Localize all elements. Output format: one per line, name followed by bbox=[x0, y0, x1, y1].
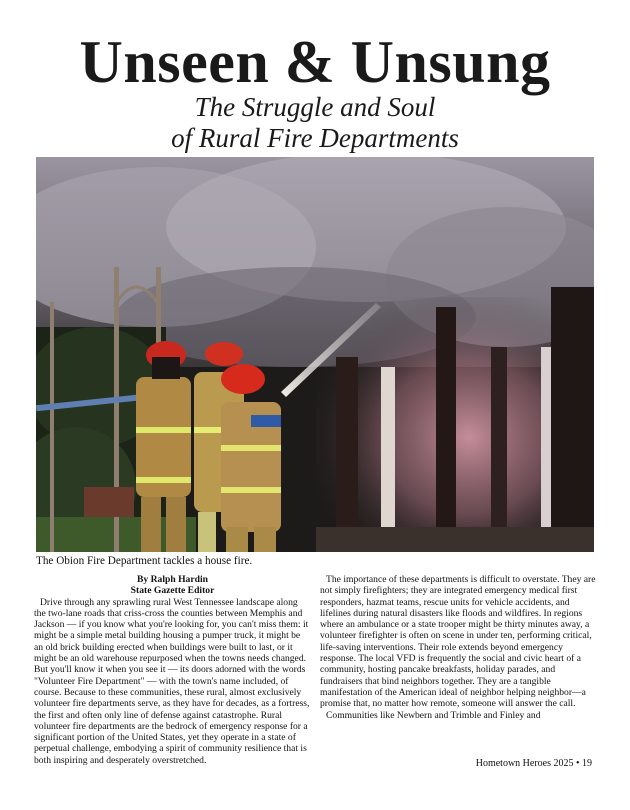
byline-name: By Ralph Hardin bbox=[137, 574, 208, 585]
paragraph-2: The importance of these departments is difficult to overstate. They are not simply firefighters; they are integrated emergency medical first responders, hazmat teams, rescue units for vehicle accidents, and lifelines during natural disasters like floods and wildfires. In regions where an ambulance or a state trooper might be thirty minutes away, a volunteer firefighter is often on scene in under ten, performing critical, life-saving interventions. Their role extends beyond emergency response. The local VFD is frequently the social and civic heart of a community, hosting pancake breakfasts, holiday parades, and fundraisers that bind neighbors together. They are a tangible manifestation of the American ideal of neighbor helping neighbor—a promise that, no matter how remote, someone will answer the call. bbox=[320, 574, 596, 710]
page-footer: Hometown Heroes 2025 • 19 bbox=[475, 758, 592, 769]
paragraph-3: Communities like Newbern and Trimble and Finley and bbox=[326, 709, 541, 721]
subtitle-line-1: The Struggle and Soul bbox=[194, 92, 436, 122]
article-title: Unseen & Unsung bbox=[79, 29, 551, 95]
photo-caption: The Obion Fire Department tackles a house fire. bbox=[36, 555, 253, 567]
subtitle-line-2: of Rural Fire Departments bbox=[171, 123, 459, 153]
article-column-right bbox=[320, 574, 597, 721]
paragraph-1: Drive through any sprawling rural West Tennessee landscape along the two-lane roads that criss-cross the counties between Memphis and Jackson — if you know what you're looking for, you can't miss them: it might be a simple metal building housing a pumper truck, it might be an old brick building erected when buildings were built to last, or it might be an old warehouse repurposed when the towns needs changed. But you'll know it when you see it — its doors adorned with the words "Volunteer Fire Department" — with the town's name included, of course. Because to these communities, these rural, almost exclusively volunteer fire departments serve, as they have for decades, as a fortress, the first and often only line of defense against catastrophe. Rural volunteer fire departments are the bedrock of emergency response for a significant portion of the United States, yet they operate in a state of perpetual challenge, embodying a spirit of community resilience that is both inspiring and desperately overstretched. bbox=[34, 596, 310, 766]
article-column-left bbox=[34, 574, 311, 766]
byline-title: State Gazette Editor bbox=[130, 585, 215, 597]
article-subtitle bbox=[0, 92, 630, 154]
house-fire-photo bbox=[36, 157, 594, 552]
